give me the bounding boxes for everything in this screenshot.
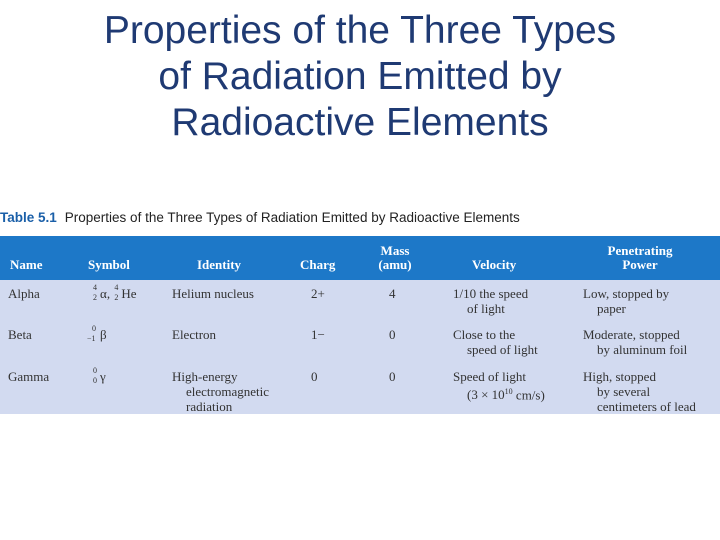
title-line: of Radiation Emitted by bbox=[158, 55, 562, 98]
header-penetrating-line1: Penetrating bbox=[607, 243, 673, 258]
table-header-row bbox=[0, 236, 720, 280]
gamma-symbol: γ bbox=[100, 369, 106, 384]
cell-velocity: 1/10 the speed of light bbox=[453, 286, 529, 316]
cell-name: Gamma bbox=[8, 369, 50, 384]
header-mass-line1: Mass bbox=[380, 243, 410, 258]
radiation-table bbox=[0, 236, 720, 414]
title-line: Radioactive Elements bbox=[171, 101, 549, 144]
beta-symbol: β bbox=[100, 327, 107, 342]
header-identity: Identity bbox=[197, 257, 242, 272]
nuclide-numbers: 4 2 bbox=[93, 283, 97, 302]
cell-velocity: Close to the speed of light bbox=[453, 327, 538, 357]
cell-identity: High-energy electromagnetic radiation bbox=[172, 369, 270, 414]
cell-penetrating-power: Moderate, stopped by aluminum foil bbox=[583, 327, 688, 357]
cell-mass: 0 bbox=[389, 369, 396, 384]
cell-mass: 4 bbox=[389, 286, 396, 301]
header-name: Name bbox=[10, 257, 43, 272]
cell-mass: 0 bbox=[389, 327, 396, 342]
header-penetrating-line2: Power bbox=[622, 257, 658, 272]
header-symbol: Symbol bbox=[88, 257, 130, 272]
nuclide-numbers: 0 0 bbox=[93, 366, 97, 385]
cell-charge: 1− bbox=[311, 327, 325, 342]
slide-title bbox=[0, 8, 720, 146]
cell-symbol: 4 2 α, 4 2 He bbox=[93, 283, 137, 302]
cell-symbol bbox=[92, 366, 106, 385]
title-line: Properties of the Three Types bbox=[103, 9, 617, 52]
cell-name: Beta bbox=[8, 327, 32, 342]
cell-charge: 2+ bbox=[311, 286, 325, 301]
table-caption-text: Properties of the Three Types of Radiation Emitted by Radioactive Elements bbox=[64, 210, 520, 225]
table-caption bbox=[0, 210, 720, 230]
cell-penetrating-power: Low, stopped by paper bbox=[583, 286, 670, 316]
header-velocity: Velocity bbox=[472, 257, 517, 272]
nuclide-numbers: 4 2 bbox=[114, 283, 119, 302]
cell-identity: Helium nucleus bbox=[172, 286, 254, 301]
header-penetrating-power bbox=[596, 244, 684, 272]
nuclide-numbers: 0 −1 bbox=[87, 324, 96, 343]
cell-velocity: Speed of light ($3 \times 10^{10}$ cm/s) bbox=[453, 369, 545, 403]
cell-charge: 0 bbox=[311, 369, 318, 384]
header-mass bbox=[372, 244, 418, 272]
table-caption-label: Table 5.1 bbox=[0, 210, 57, 225]
helium-symbol: He bbox=[121, 286, 137, 301]
cell-penetrating-power: High, stopped by several centimeters of lead bbox=[583, 369, 696, 414]
cell-name: Alpha bbox=[8, 286, 40, 301]
cell-identity: Electron bbox=[172, 327, 217, 342]
header-mass-line2: (amu) bbox=[378, 257, 412, 272]
cell-symbol bbox=[86, 324, 107, 343]
header-charge: Charg bbox=[300, 257, 336, 272]
alpha-symbol: α bbox=[100, 286, 107, 301]
